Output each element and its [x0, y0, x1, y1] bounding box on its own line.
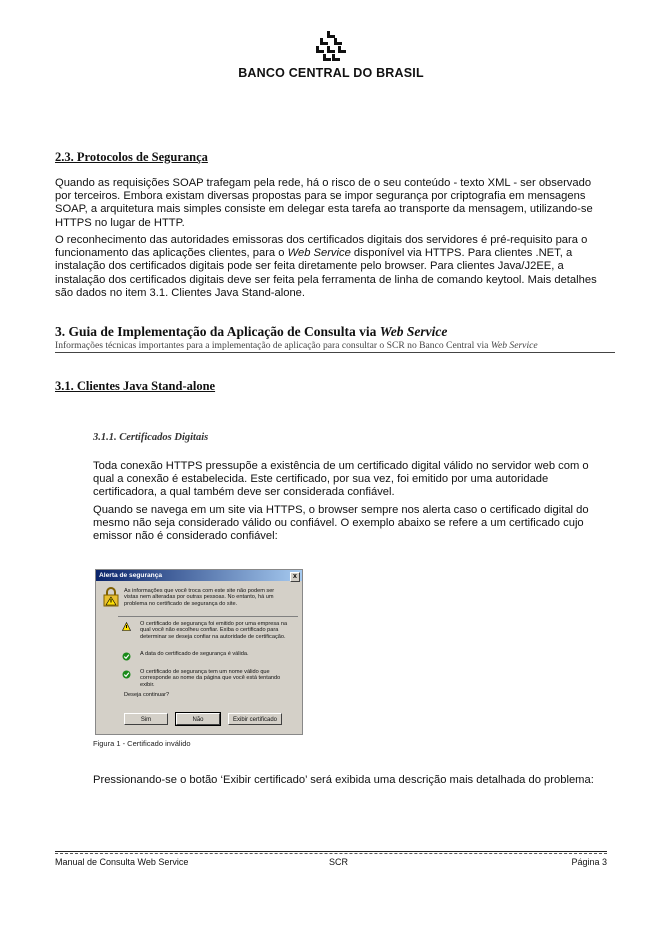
padlock-warning-icon: [102, 586, 120, 608]
header-logo: [0, 30, 662, 80]
subtitle-emphasis: Web Service: [490, 340, 538, 351]
heading-3-1: 3.1. Clientes Java Stand-alone: [55, 379, 216, 393]
text-line: qual a conexão é estabelecida. Este certificado, por sua vez, foi emitido por uma autoridade: [93, 473, 549, 486]
footer-left: Manual de Consulta Web Service: [55, 857, 189, 867]
dialog-intro-text: [124, 588, 296, 607]
bcb-logo-icon: [314, 30, 348, 64]
text-line: certificadora, a qual também deve ser considerada confiável.: [93, 486, 395, 499]
text-line: por terceiros. Embora existam diversas propostas para se impor segurança por criptografia em mensagens: [55, 190, 586, 203]
figure-caption: Figura 1 - Certificado inválido: [93, 739, 191, 748]
warning-icon: [122, 622, 131, 631]
text-line: são dados no item 3.1. Clientes Java Stand-alone.: [55, 286, 306, 299]
text-line: SOAP, a arquitetura mais simples consiste em delegar esta tarefa ao transporte da mensagem, utilizando-se: [55, 203, 593, 216]
text-line: mesmo não seja considerado válido ou confiável. O exemplo abaixo se refere a um certificado cujo: [93, 517, 584, 530]
paragraph-after-figure: Pressionando-se o botão ‘Exibir certificado’ será exibida uma descrição mais detalhada do problema:: [93, 774, 594, 786]
text-line: [55, 247, 597, 260]
footer-center: SCR: [329, 857, 349, 867]
check-icon: [122, 652, 131, 661]
dialog-detail-panel: [118, 616, 298, 687]
paragraph-2-3-1: [55, 177, 593, 230]
dialog-question: Deseja continuar?: [124, 692, 170, 698]
text-line: O reconhecimento das autoridades emissoras dos certificados digitais dos servidores é pré-requisito para o: [55, 234, 588, 246]
dialog-title-bar: [96, 570, 302, 581]
paragraph-2-3-2: [55, 234, 597, 300]
text-line: exibir.: [140, 681, 155, 688]
close-icon[interactable]: x: [290, 572, 300, 582]
yes-button[interactable]: Sim: [124, 713, 168, 725]
view-certificate-button[interactable]: Exibir certificado: [228, 713, 282, 725]
text-span: disponível via HTTPS. Para clientes .NET, a: [350, 247, 573, 260]
paragraph-3-1-1-1: [93, 460, 589, 500]
text-line: determinar se deseja confiar na autoridade de certificação.: [140, 633, 286, 640]
security-alert-dialog: [95, 569, 303, 735]
text-line: instalação dos certificados digitais deve ser feita pela ferramenta de linha de comando keytool. Mais detalhes: [55, 273, 597, 286]
warning-text: [140, 621, 296, 640]
footer-divider: [55, 851, 607, 852]
subtitle-text: Informações técnicas importantes para a implementação de aplicação para consultar o SCR no Banco Central via: [55, 340, 491, 351]
footer-page-number: Página 3: [571, 857, 607, 867]
text-line: problema no certificado de segurança do site.: [124, 600, 238, 607]
check-icon: [122, 670, 131, 679]
text-line: Quando se navega em um site via HTTPS, o browser sempre nos alerta caso o certificado digital do: [93, 504, 589, 516]
text-line: qual você não escolheu confiar. Exiba o certificado para: [140, 627, 279, 634]
heading-2-3: 2.3. Protocolos de Segurança: [55, 150, 208, 164]
no-button[interactable]: Não: [176, 713, 220, 725]
text-line: HTTPS no lugar de HTTP.: [55, 216, 185, 229]
web-service-emphasis: Web Service: [287, 247, 351, 260]
footer-divider-dashed: [55, 853, 607, 854]
name-valid-text: [140, 669, 296, 688]
dialog-title: Alerta de segurança: [99, 572, 163, 579]
org-name: BANCO CENTRAL DO BRASIL: [238, 66, 424, 80]
heading-emphasis: Web Service: [379, 324, 448, 339]
text-line: Quando as requisições SOAP trafegam pela rede, há o risco de o seu conteúdo - texto XML - ser observado: [55, 177, 592, 189]
text-line: O certificado de segurança foi emitido por uma empresa na: [140, 621, 288, 627]
heading-3-1-1: 3.1.1. Certificados Digitais: [93, 432, 209, 443]
text-line: corresponde ao nome da página que você está tentando: [140, 675, 281, 682]
text-line: emissor não é considerado confiável:: [93, 530, 278, 543]
text-line: Toda conexão HTTPS pressupõe a existência de um certificado digital válido no servidor web com o: [93, 460, 589, 472]
text-line: vistas nem alteradas por outras pessoas. No entanto, há um: [124, 594, 274, 601]
text-span: funcionamento das aplicações clientes, para o: [55, 247, 288, 260]
heading-3: [55, 324, 447, 340]
text-line: instalação dos certificados digitais pode ser feita diretamente pelo browser. Para clientes Java/J2EE, a: [55, 260, 564, 273]
heading-text: 3. Guia de Implementação da Aplicação de Consulta via: [55, 324, 380, 339]
text-line: As informações que você troca com este site não podem ser: [124, 588, 275, 594]
heading-3-subtitle: [55, 340, 615, 353]
date-valid-text: A data do certificado de segurança é válida.: [140, 651, 249, 657]
text-line: O certificado de segurança tem um nome válido que: [140, 669, 270, 675]
paragraph-3-1-1-2: [93, 504, 589, 544]
